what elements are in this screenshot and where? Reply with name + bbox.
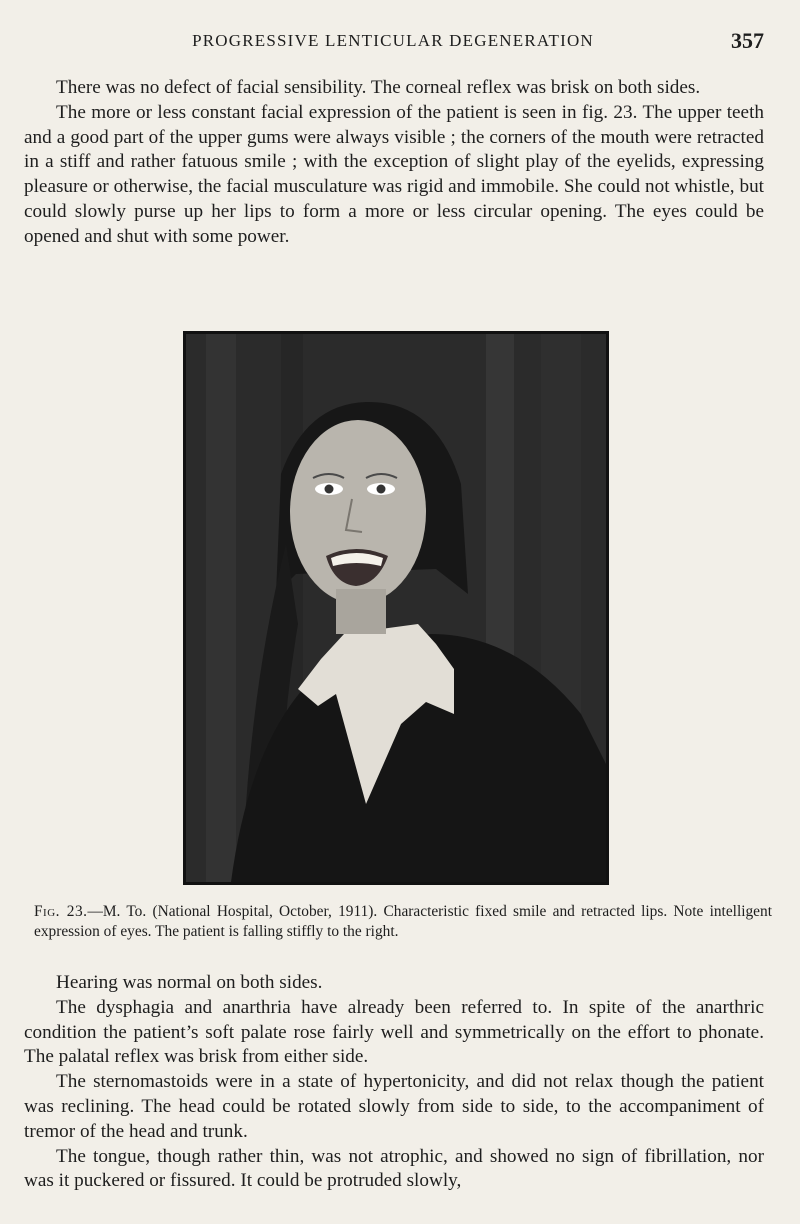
top-text-block <box>24 76 764 250</box>
running-title: PROGRESSIVE LENTICULAR DEGENERATION <box>192 31 594 50</box>
bottom-text-block <box>24 971 764 1194</box>
patient-photograph <box>183 331 609 885</box>
figure-caption-text: —M. To. (National Hospital, October, 1911). Characteristic fixed smile and retracted lips. Note intelligent expression of eyes. The patient is falling stiffly to the right. <box>34 903 772 940</box>
page-number: 357 <box>731 28 764 53</box>
running-head <box>22 28 764 56</box>
paragraph: Hearing was normal on both sides. <box>56 972 323 993</box>
paragraph: There was no defect of facial sensibility. The corneal reflex was brisk on both sides. <box>56 77 701 98</box>
paragraph: The more or less constant facial expression of the patient is seen in fig. 23. The upper teeth and a good part of the upper gums were always visible ; the corners of the mouth were retracted in a stiff and rather fatuous smile ; with the exception of slight play of the eyelids, expressing pleasure or otherwise, the facial musculature was rigid and immobile. She could not whistle, but could slowly purse up her lips to form a more or less circular opening. The eyes could be opened and shut with some power. <box>24 101 764 247</box>
paragraph: The sternomastoids were in a state of hypertonicity, and did not relax though the patient was reclining. The head could be rotated slowly from side to side, to the accompaniment of tremor of the head and trunk. <box>24 1071 764 1142</box>
figure-caption <box>34 902 772 942</box>
patient-photo-illustration <box>186 334 606 882</box>
paragraph: The dysphagia and anarthria have already been referred to. In spite of the anarthric condition the patient’s soft palate rose fairly well and symmetrically on the effort to phonate. The palatal reflex was brisk from either side. <box>24 996 764 1068</box>
figure-label: Fig. 23. <box>34 903 88 920</box>
paragraph: The tongue, though rather thin, was not atrophic, and showed no sign of fibrillation, nor was it puckered or fissured. It could be protruded slowly, <box>24 1145 764 1192</box>
